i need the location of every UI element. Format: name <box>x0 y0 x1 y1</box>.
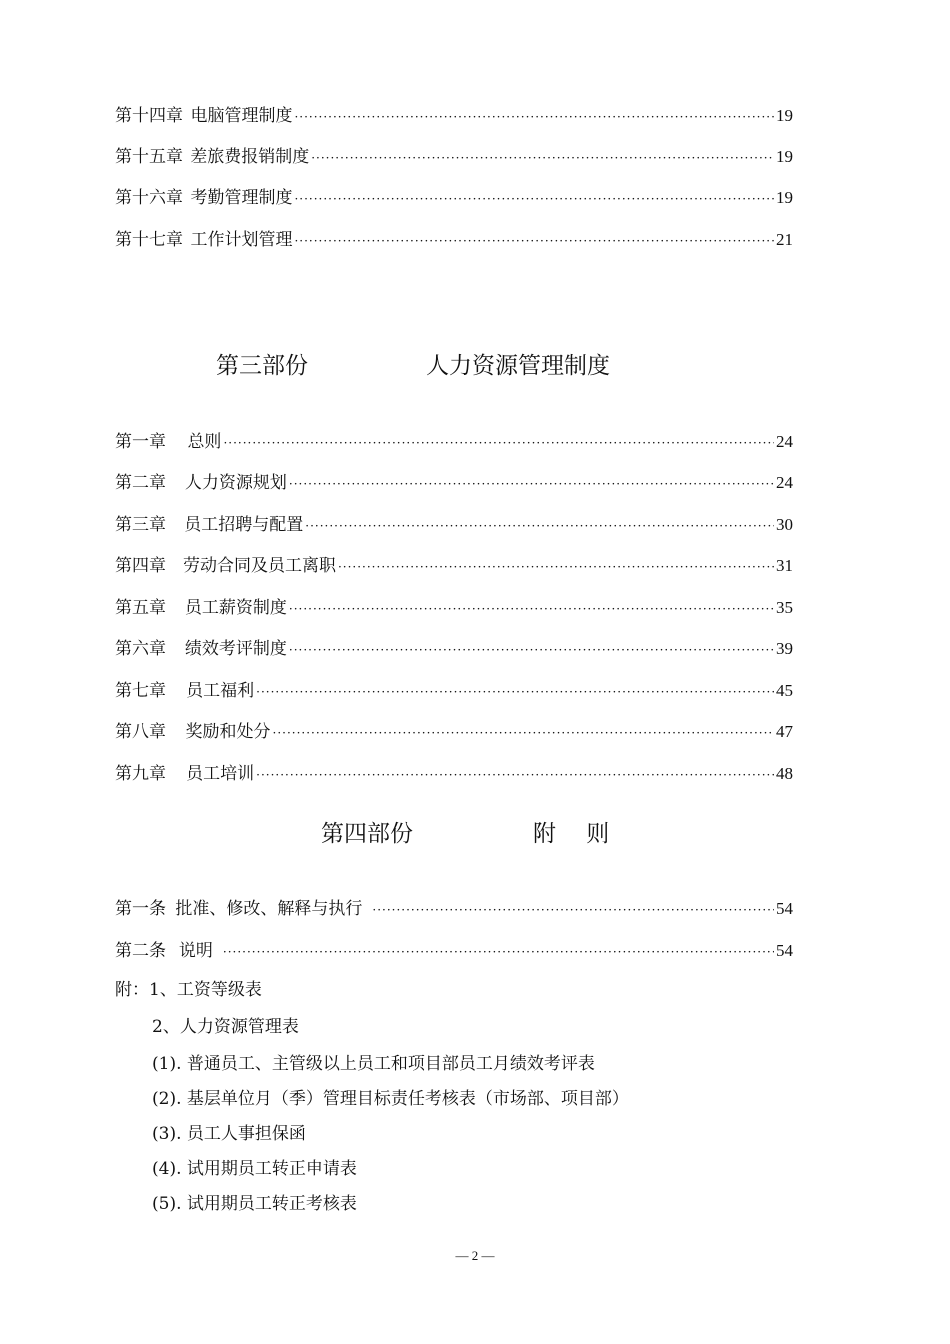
toc-entry[interactable] <box>115 763 793 786</box>
part3-label: 第三部份 <box>216 353 308 379</box>
toc-dot-leader <box>223 941 774 963</box>
toc-dot-leader <box>294 106 774 128</box>
page-number: — 2 — <box>455 1248 495 1263</box>
toc-page-number: 30 <box>776 515 793 534</box>
toc-article-title: 说明 <box>178 941 213 961</box>
toc-dot-leader <box>311 147 774 169</box>
toc-chapter-number: 第一章 <box>115 432 166 452</box>
appendix-subitem: (5). 试用期员工转正考核表 <box>152 1194 357 1214</box>
appendix-item: 2、人力资源管理表 <box>152 1017 299 1037</box>
toc-page-number: 48 <box>776 764 793 783</box>
toc-dot-leader <box>294 230 774 252</box>
toc-article-title: 批准、修改、解释与执行 <box>175 899 363 919</box>
toc-chapter-number: 第十四章 <box>115 106 183 126</box>
appendix-subitem: (1). 普通员工、主管级以上员工和项目部员工月绩效考评表 <box>152 1054 595 1074</box>
toc-dot-leader <box>289 598 774 620</box>
toc-article-number: 第二条 <box>115 941 166 961</box>
toc-entry[interactable] <box>115 146 793 169</box>
toc-dot-leader <box>256 681 774 703</box>
toc-chapter-title: 考勤管理制度 <box>190 188 293 208</box>
toc-entry[interactable] <box>115 940 793 963</box>
toc-entry[interactable] <box>115 898 793 921</box>
toc-dot-leader <box>294 188 774 210</box>
toc-page-number: 47 <box>776 722 793 741</box>
toc-entry[interactable] <box>115 638 793 661</box>
toc-entry[interactable] <box>115 229 793 252</box>
toc-chapter-title: 员工培训 <box>186 764 255 784</box>
toc-dot-leader <box>273 722 774 744</box>
toc-chapter-title: 劳动合同及员工离职 <box>182 556 336 576</box>
toc-entry[interactable] <box>115 597 793 620</box>
toc-chapter-number: 第二章 <box>115 473 166 493</box>
toc-dot-leader <box>289 639 774 661</box>
toc-entry[interactable] <box>115 431 793 454</box>
part4-title: 附 则 <box>533 821 610 847</box>
toc-page-number: 24 <box>776 432 793 451</box>
appendix-item: 附：1、工资等级表 <box>115 980 262 1000</box>
toc-page-number: 54 <box>776 941 793 960</box>
toc-dot-leader <box>256 764 774 786</box>
toc-page-number: 54 <box>776 899 793 918</box>
toc-chapter-number: 第三章 <box>115 515 166 535</box>
appendix-subitem: (2). 基层单位月（季）管理目标责任考核表（市场部、项目部） <box>152 1089 629 1109</box>
toc-chapter-title: 电脑管理制度 <box>190 106 293 126</box>
toc-chapter-title: 人力资源规划 <box>184 473 287 493</box>
toc-chapter-title: 差旅费报销制度 <box>190 147 310 167</box>
toc-chapter-number: 第十六章 <box>115 188 183 208</box>
toc-page-number: 19 <box>776 106 793 125</box>
toc-dot-leader <box>305 515 774 537</box>
toc-entry[interactable] <box>115 721 793 744</box>
toc-chapter-number: 第五章 <box>115 598 166 618</box>
appendix-subitem: (3). 员工人事担保函 <box>152 1124 306 1144</box>
toc-entry[interactable] <box>115 472 793 495</box>
toc-page-number: 39 <box>776 639 793 658</box>
toc-dot-leader <box>338 556 774 578</box>
toc-chapter-title: 工作计划管理 <box>190 230 293 250</box>
toc-chapter-title: 员工薪资制度 <box>184 598 287 618</box>
toc-page-number: 45 <box>776 681 793 700</box>
toc-chapter-number: 第七章 <box>115 681 166 701</box>
toc-chapter-title: 奖励和处分 <box>185 722 271 742</box>
toc-page-number: 31 <box>776 556 793 575</box>
toc-page-number: 24 <box>776 473 793 492</box>
part3-title: 人力资源管理制度 <box>426 353 610 379</box>
toc-entry[interactable] <box>115 514 793 537</box>
toc-chapter-number: 第八章 <box>115 722 166 742</box>
toc-dot-leader <box>289 473 774 495</box>
toc-page-number: 35 <box>776 598 793 617</box>
toc-page-number: 21 <box>776 230 793 249</box>
toc-chapter-title: 员工招聘与配置 <box>184 515 304 535</box>
toc-chapter-number: 第十七章 <box>115 230 183 250</box>
toc-chapter-title: 员工福利 <box>186 681 255 701</box>
toc-chapter-title: 总则 <box>187 432 222 452</box>
toc-dot-leader <box>223 432 774 454</box>
toc-chapter-number: 第六章 <box>115 639 166 659</box>
toc-article-number: 第一条 <box>115 899 166 919</box>
toc-page-number: 19 <box>776 188 793 207</box>
appendix-subitem: (4). 试用期员工转正申请表 <box>152 1159 357 1179</box>
toc-chapter-title: 绩效考评制度 <box>184 639 287 659</box>
toc-entry[interactable] <box>115 555 793 578</box>
toc-chapter-number: 第九章 <box>115 764 166 784</box>
toc-chapter-number: 第十五章 <box>115 147 183 167</box>
toc-entry[interactable] <box>115 680 793 703</box>
toc-entry[interactable] <box>115 105 793 128</box>
toc-chapter-number: 第四章 <box>115 556 166 576</box>
toc-entry[interactable] <box>115 187 793 210</box>
toc-page-number: 19 <box>776 147 793 166</box>
part4-label: 第四部份 <box>321 821 413 847</box>
toc-dot-leader <box>372 899 774 921</box>
